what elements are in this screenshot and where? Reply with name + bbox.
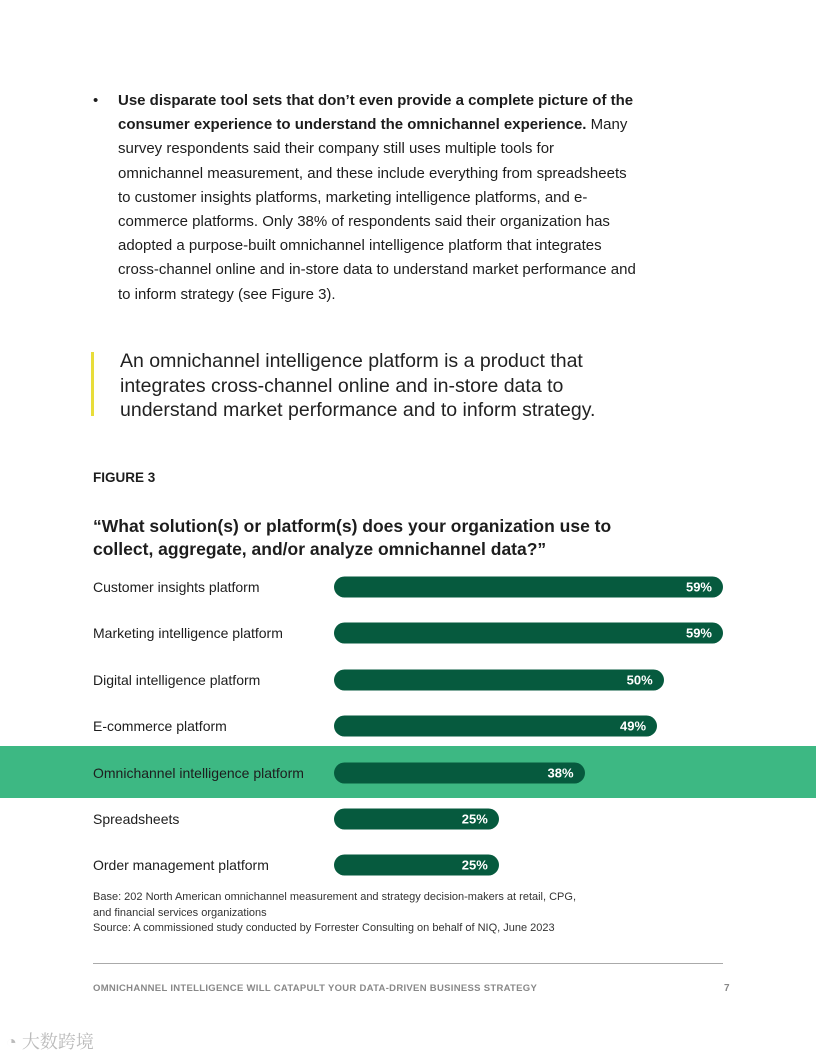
category-label: E-commerce platform <box>93 718 227 735</box>
figure-label: FIGURE 3 <box>93 470 156 485</box>
source-note: Source: A commissioned study conducted by Forrester Consulting on behalf of NIQ, June 2023 <box>93 922 555 934</box>
bullet-lead: Use disparate tool sets that don’t even provide a complete picture of the consumer experience to understand the omnichannel experience. <box>118 92 634 134</box>
bar <box>334 809 499 830</box>
bar-value-label: 25% <box>461 811 488 827</box>
watermark-logo: ◔ 大数跨境 <box>6 1032 94 1052</box>
bar <box>334 623 723 644</box>
footer-title: OMNICHANNEL INTELLIGENCE WILL CATAPULT YOUR DATA-DRIVEN BUSINESS STRATEGY <box>93 983 538 994</box>
bar-value-label: 50% <box>626 672 653 688</box>
callout-accent-bar <box>91 352 94 416</box>
category-label: Order management platform <box>93 857 269 874</box>
bar <box>334 716 657 737</box>
bar-value-label: 59% <box>685 625 712 641</box>
chart-notes <box>93 890 576 937</box>
bar <box>334 762 585 783</box>
category-label: Customer insights platform <box>93 579 260 595</box>
category-label: Digital intelligence platform <box>93 671 261 688</box>
category-label: Marketing intelligence platform <box>93 625 283 642</box>
bullet-text: Many survey respondents said their company still uses multiple tools for omnichannel measurement, and these include everything from spreadsheets to customer insights platforms, marketing intelligence platforms, and e-commerce platforms. Only 38% of respondents said their organization has adopted a purpose-built omnichannel intelligence platform that integrates cross-channel online and in-store data to understand market performance and to inform strategy (see Figure 3). <box>118 116 636 303</box>
category-label: Spreadsheets <box>93 811 180 827</box>
footer-divider <box>93 963 723 964</box>
bar-value-label: 25% <box>461 857 488 873</box>
bullet-marker: • <box>93 92 99 109</box>
chart-title: “What solution(s) or platform(s) does your organization use to collect, aggregate, and/or analyze omnichannel data?” <box>93 516 612 559</box>
bar <box>334 669 664 690</box>
bar-value-label: 59% <box>685 579 712 595</box>
bar-value-label: 38% <box>547 765 574 781</box>
page-number: 7 <box>724 983 730 994</box>
bar-value-label: 49% <box>620 718 647 734</box>
base-note-cont: and financial services organizations <box>93 906 267 919</box>
base-note: Base: 202 North American omnichannel measurement and strategy decision-makers at retail, CPG, <box>93 891 577 903</box>
bar <box>334 577 723 598</box>
callout-quote: An omnichannel intelligence platform is a product that integrates cross-channel online and in-store data to understand market performance and to inform strategy. <box>120 350 596 421</box>
category-label: Omnichannel intelligence platform <box>93 764 304 781</box>
bar <box>334 855 499 876</box>
body-paragraph <box>118 89 638 307</box>
